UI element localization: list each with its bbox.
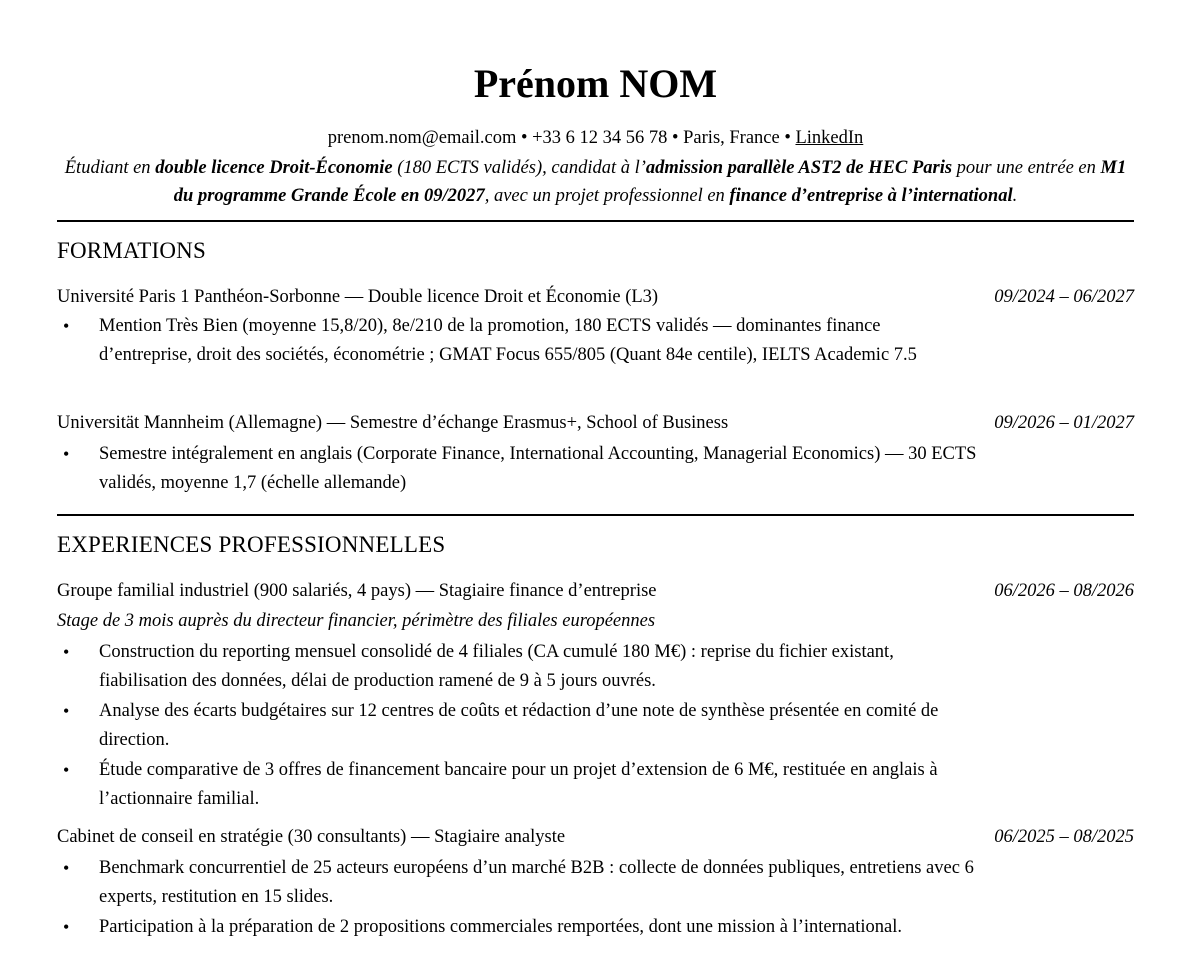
list-item	[57, 440, 977, 497]
summary-text: (180 ECTS validés), candidat à l’	[392, 158, 646, 178]
summary-text: Étudiant en	[64, 158, 156, 178]
bullet-text: Construction du reporting mensuel consolidé de 4 filiales (CA cumulé 180 M€) : reprise du fichier existant, fiabilisation des données, délai de production ramené de 9 à 5 jours ouvrés.	[99, 642, 894, 691]
list-item	[57, 854, 977, 911]
entry-title: Cabinet de conseil en stratégie (30 consultants) — Stagiaire analyste	[57, 827, 566, 847]
experience-entry-heading	[57, 825, 1134, 849]
entry-title: Universität Mannheim (Allemagne) — Semestre d’échange Erasmus+, School of Business	[57, 413, 729, 433]
bullet-icon: •	[63, 760, 70, 780]
entry-date: 06/2025 – 08/2025	[994, 827, 1134, 847]
candidate-name: Prénom NOM	[473, 61, 718, 106]
linkedin-link[interactable]: LinkedIn	[795, 128, 864, 148]
summary-highlight: M1 du programme Grande École en 09/2027	[173, 158, 1127, 206]
separator: •	[779, 128, 796, 148]
experience-entry-heading	[57, 579, 1134, 603]
bullet-list	[57, 854, 977, 942]
bullet-icon: •	[63, 701, 70, 721]
list-item	[57, 913, 977, 942]
bullet-text: Semestre intégralement en anglais (Corporate Finance, International Accounting, Managerial Economics) — 30 ECTS validés, moyenne 1,7 (échelle allemande)	[99, 444, 977, 493]
bullet-text: Participation à la préparation de 2 propositions commerciales remportées, dont une mission à l’international.	[99, 917, 902, 937]
list-item	[57, 756, 977, 813]
summary-highlight: double licence Droit-Économie	[155, 158, 393, 178]
entry-date: 09/2024 – 06/2027	[994, 287, 1134, 307]
location: Paris, France	[683, 128, 780, 148]
bullet-list	[57, 638, 977, 813]
list-item	[57, 638, 977, 695]
phone: +33 6 12 34 56 78	[532, 128, 668, 148]
bullet-text: Mention Très Bien (moyenne 15,8/20), 8e/210 de la promotion, 180 ECTS validés — dominantes finance d’entreprise, droit des sociétés, économétrie ; GMAT Focus 655/805 (Quant 84e centile), IELTS Academic 7.5	[99, 316, 917, 365]
email: prenom.nom@email.com	[327, 128, 517, 148]
entry-date: 09/2026 – 01/2027	[994, 413, 1134, 433]
entry-date: 06/2026 – 08/2026	[994, 581, 1134, 601]
list-item	[57, 312, 977, 369]
summary-highlight: finance d’entreprise à l’international	[729, 186, 1013, 206]
education-entry-heading	[57, 411, 1134, 435]
bullet-icon: •	[63, 858, 70, 878]
summary-highlight: admission parallèle AST2 de HEC Paris	[645, 158, 953, 178]
list-item	[57, 697, 977, 754]
bullet-icon: •	[63, 444, 70, 464]
section-title-formations: FORMATIONS	[57, 238, 206, 263]
entry-title: Université Paris 1 Panthéon-Sorbonne — Double licence Droit et Économie (L3)	[57, 287, 659, 307]
summary-text: , avec un projet professionnel en	[484, 186, 730, 206]
section-divider	[57, 220, 1134, 222]
bullet-list	[57, 312, 977, 369]
bullet-list	[57, 440, 977, 497]
summary-text: .	[1012, 186, 1018, 206]
entry-title: Groupe familial industriel (900 salariés, 4 pays) — Stagiaire finance d’entreprise	[57, 581, 657, 601]
bullet-text: Benchmark concurrentiel de 25 acteurs européens d’un marché B2B : collecte de données publiques, entretiens avec 6 experts, restitution en 15 slides.	[99, 858, 974, 907]
bullet-icon: •	[63, 642, 70, 662]
contact-line	[0, 126, 1191, 150]
section-divider	[57, 514, 1134, 516]
separator: •	[667, 128, 684, 148]
profile-summary	[60, 154, 1131, 210]
education-entry-heading	[57, 285, 1134, 309]
bullet-text: Analyse des écarts budgétaires sur 12 centres de coûts et rédaction d’une note de synthèse présentée en comité de direction.	[99, 701, 939, 750]
separator: •	[516, 128, 533, 148]
section-title-experiences: EXPERIENCES PROFESSIONNELLES	[57, 532, 446, 557]
bullet-icon: •	[63, 316, 70, 336]
summary-text: pour une entrée en	[952, 158, 1101, 178]
bullet-icon: •	[63, 917, 70, 937]
entry-subtitle: Stage de 3 mois auprès du directeur financier, périmètre des filiales européennes	[57, 611, 656, 631]
bullet-text: Étude comparative de 3 offres de financement bancaire pour un projet d’extension de 6 M€, restituée en anglais à l’actionnaire familial.	[99, 760, 938, 809]
